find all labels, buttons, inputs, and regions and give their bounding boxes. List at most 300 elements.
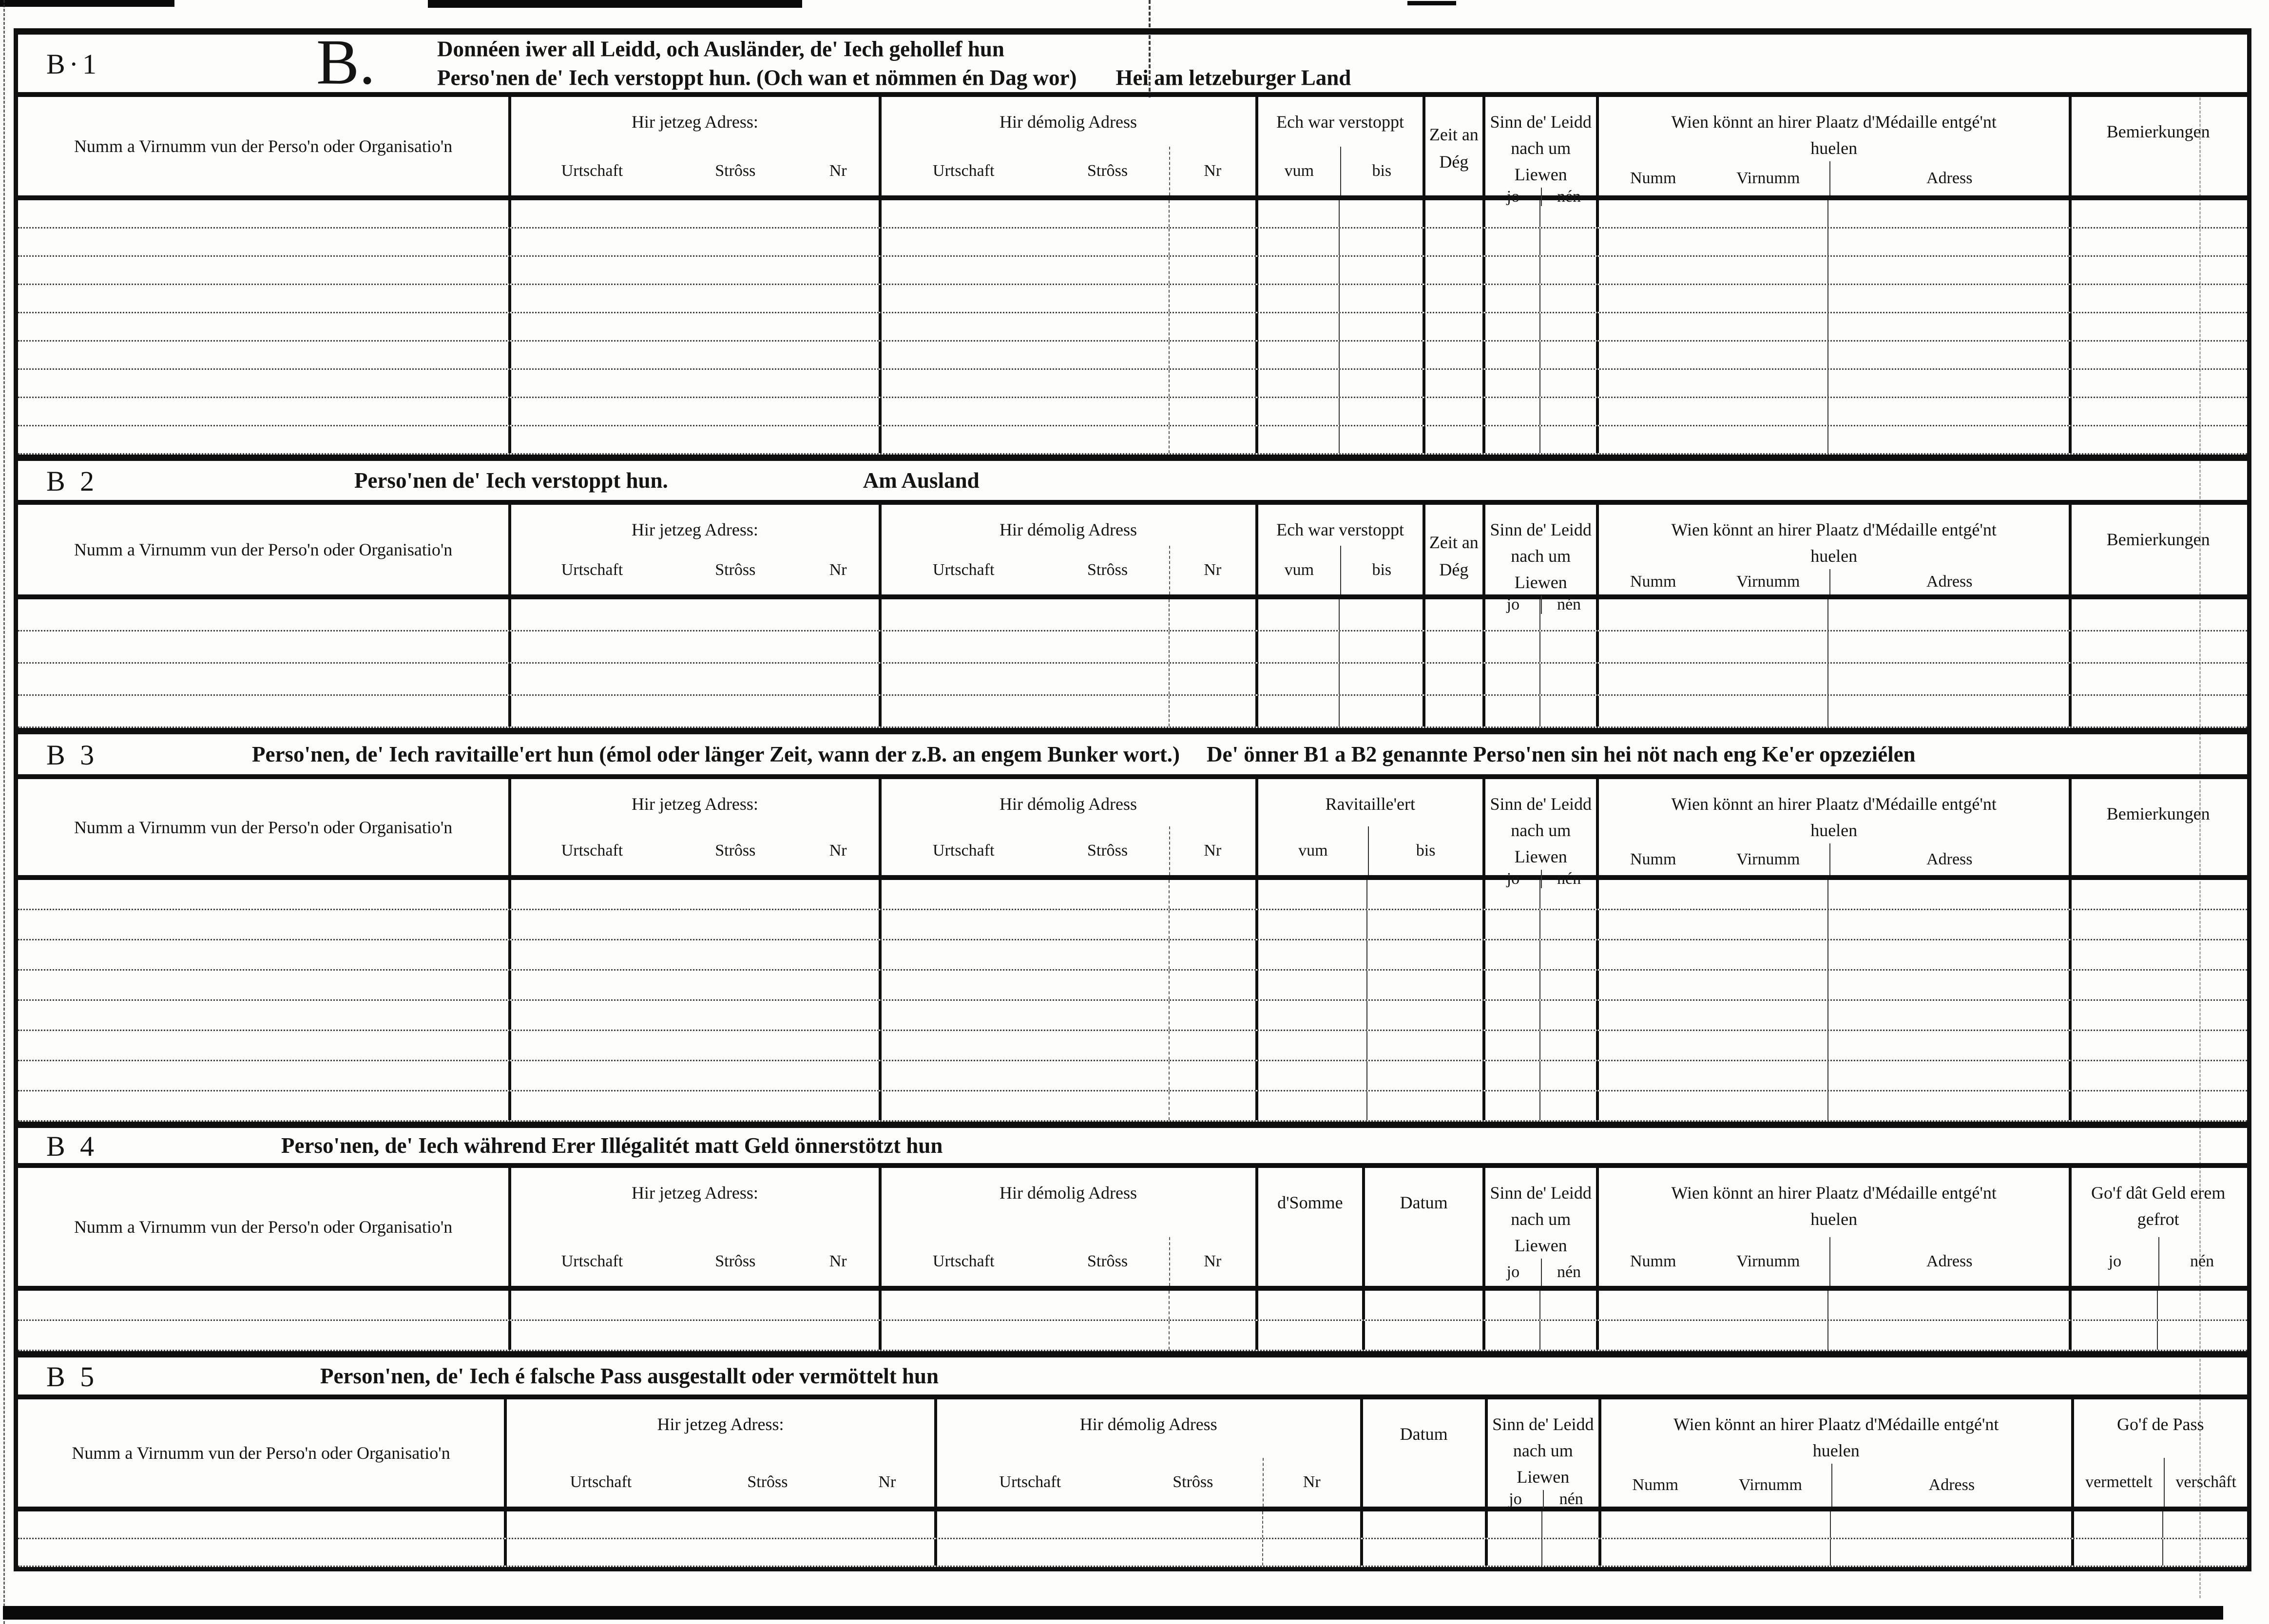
entry-cell[interactable] [18, 1291, 508, 1319]
entry-cell[interactable] [1705, 631, 1827, 662]
entry-cell[interactable] [508, 229, 671, 255]
entry-cell[interactable] [1596, 910, 1705, 939]
entry-cell[interactable] [1169, 940, 1255, 969]
entry-cell[interactable] [504, 1539, 693, 1566]
entry-cell[interactable] [797, 398, 879, 425]
entry-cell[interactable] [18, 880, 508, 909]
entry-cell[interactable] [671, 398, 797, 425]
entry-cell[interactable] [2157, 1321, 2245, 1350]
entry-cell[interactable] [1705, 200, 1827, 227]
entry-cell[interactable] [671, 1061, 797, 1090]
entry-cell[interactable] [508, 398, 671, 425]
entry-cell[interactable] [671, 971, 797, 999]
entry-cell[interactable] [879, 971, 1044, 999]
entry-cell[interactable] [1044, 398, 1169, 425]
entry-cell[interactable] [671, 599, 797, 630]
entry-cell[interactable] [2069, 664, 2245, 694]
entry-cell[interactable] [1705, 910, 1827, 939]
entry-cell[interactable] [18, 1001, 508, 1030]
entry-cell[interactable] [508, 200, 671, 227]
entry-cell[interactable] [1705, 342, 1827, 368]
entry-cell[interactable] [1539, 313, 1596, 340]
entry-cell[interactable] [1339, 599, 1423, 630]
entry-cell[interactable] [2069, 696, 2245, 726]
entry-cell[interactable] [2069, 313, 2245, 340]
entry-cell[interactable] [879, 313, 1044, 340]
entry-cell[interactable] [1482, 426, 1539, 453]
entry-cell[interactable] [1707, 1539, 1830, 1566]
entry-cell[interactable] [1482, 971, 1539, 999]
entry-cell[interactable] [1539, 398, 1596, 425]
entry-cell[interactable] [1482, 696, 1539, 726]
entry-cell[interactable] [1539, 696, 1596, 726]
entry-cell[interactable] [1255, 370, 1339, 397]
entry-cell[interactable] [1044, 257, 1169, 284]
entry-cell[interactable] [1705, 1061, 1827, 1090]
entry-cell[interactable] [18, 599, 508, 630]
entry-cell[interactable] [1705, 370, 1827, 397]
entry-cell[interactable] [1169, 599, 1255, 630]
entry-cell[interactable] [1596, 696, 1705, 726]
entry-cell[interactable] [1596, 257, 1705, 284]
entry-cell[interactable] [671, 910, 797, 939]
entry-cell[interactable] [797, 1031, 879, 1060]
entry-cell[interactable] [1044, 200, 1169, 227]
entry-cell[interactable] [1827, 1321, 2069, 1350]
entry-cell[interactable] [1121, 1539, 1262, 1566]
entry-cell[interactable] [1482, 1061, 1539, 1090]
entry-cell[interactable] [1539, 1091, 1596, 1120]
entry-cell[interactable] [797, 1321, 879, 1350]
entry-cell[interactable] [1169, 631, 1255, 662]
entry-cell[interactable] [1121, 1511, 1262, 1538]
entry-cell[interactable] [1482, 1091, 1539, 1120]
entry-cell[interactable] [879, 1291, 1044, 1319]
entry-cell[interactable] [1705, 880, 1827, 909]
entry-cell[interactable] [1044, 370, 1169, 397]
entry-cell[interactable] [1339, 398, 1423, 425]
entry-cell[interactable] [1482, 229, 1539, 255]
entry-cell[interactable] [508, 370, 671, 397]
entry-cell[interactable] [1705, 313, 1827, 340]
entry-cell[interactable] [1423, 313, 1482, 340]
entry-cell[interactable] [1044, 1061, 1169, 1090]
entry-cell[interactable] [1423, 257, 1482, 284]
entry-cell[interactable] [1539, 1291, 1596, 1319]
entry-cell[interactable] [879, 257, 1044, 284]
entry-cell[interactable] [797, 285, 879, 312]
entry-cell[interactable] [1339, 426, 1423, 453]
entry-cell[interactable] [797, 1061, 879, 1090]
entry-cell[interactable] [1705, 1001, 1827, 1030]
entry-cell[interactable] [508, 696, 671, 726]
entry-cell[interactable] [1339, 370, 1423, 397]
entry-cell[interactable] [879, 426, 1044, 453]
entry-cell[interactable] [840, 1539, 934, 1566]
entry-cell[interactable] [879, 696, 1044, 726]
entry-cell[interactable] [18, 1539, 504, 1566]
entry-cell[interactable] [1539, 1061, 1596, 1090]
entry-cell[interactable] [1596, 426, 1705, 453]
entry-cell[interactable] [2162, 1511, 2247, 1538]
entry-cell[interactable] [1255, 398, 1339, 425]
entry-cell[interactable] [1705, 257, 1827, 284]
entry-cell[interactable] [2071, 1539, 2163, 1566]
entry-cell[interactable] [1169, 880, 1255, 909]
entry-cell[interactable] [1255, 426, 1339, 453]
entry-cell[interactable] [18, 285, 508, 312]
entry-cell[interactable] [1255, 257, 1339, 284]
entry-cell[interactable] [1485, 1539, 1542, 1566]
entry-cell[interactable] [508, 910, 671, 939]
entry-cell[interactable] [797, 971, 879, 999]
entry-cell[interactable] [1705, 971, 1827, 999]
entry-cell[interactable] [1423, 285, 1482, 312]
entry-cell[interactable] [1596, 940, 1705, 969]
entry-cell[interactable] [1255, 313, 1339, 340]
entry-cell[interactable] [1255, 1091, 1367, 1120]
entry-cell[interactable] [2069, 1321, 2157, 1350]
entry-cell[interactable] [1044, 285, 1169, 312]
entry-cell[interactable] [1169, 370, 1255, 397]
entry-cell[interactable] [1423, 696, 1482, 726]
entry-cell[interactable] [1827, 880, 2069, 909]
entry-cell[interactable] [1596, 285, 1705, 312]
entry-cell[interactable] [671, 313, 797, 340]
entry-cell[interactable] [1423, 229, 1482, 255]
entry-cell[interactable] [879, 200, 1044, 227]
entry-cell[interactable] [18, 1061, 508, 1090]
entry-cell[interactable] [1539, 1001, 1596, 1030]
entry-cell[interactable] [671, 664, 797, 694]
entry-cell[interactable] [1339, 342, 1423, 368]
entry-cell[interactable] [1827, 696, 2069, 726]
entry-cell[interactable] [1596, 631, 1705, 662]
entry-cell[interactable] [934, 1539, 1121, 1566]
entry-cell[interactable] [1827, 940, 2069, 969]
entry-cell[interactable] [2069, 1091, 2245, 1120]
entry-cell[interactable] [671, 880, 797, 909]
entry-cell[interactable] [1255, 971, 1367, 999]
entry-cell[interactable] [879, 880, 1044, 909]
entry-cell[interactable] [1044, 940, 1169, 969]
entry-cell[interactable] [2069, 285, 2245, 312]
entry-cell[interactable] [1044, 971, 1169, 999]
entry-cell[interactable] [2069, 910, 2245, 939]
entry-cell[interactable] [2069, 398, 2245, 425]
entry-cell[interactable] [1482, 664, 1539, 694]
entry-cell[interactable] [1255, 1001, 1367, 1030]
entry-cell[interactable] [1423, 200, 1482, 227]
entry-cell[interactable] [1596, 342, 1705, 368]
entry-cell[interactable] [797, 200, 879, 227]
entry-cell[interactable] [1596, 313, 1705, 340]
entry-cell[interactable] [2071, 1511, 2163, 1538]
entry-cell[interactable] [797, 910, 879, 939]
entry-cell[interactable] [1044, 631, 1169, 662]
entry-cell[interactable] [1705, 940, 1827, 969]
entry-cell[interactable] [1366, 880, 1482, 909]
entry-cell[interactable] [671, 257, 797, 284]
entry-cell[interactable] [508, 257, 671, 284]
entry-cell[interactable] [797, 631, 879, 662]
entry-cell[interactable] [1255, 631, 1339, 662]
entry-cell[interactable] [1827, 1001, 2069, 1030]
entry-cell[interactable] [1044, 696, 1169, 726]
entry-cell[interactable] [1339, 285, 1423, 312]
entry-cell[interactable] [1360, 1511, 1485, 1538]
entry-cell[interactable] [1539, 940, 1596, 969]
entry-cell[interactable] [1423, 631, 1482, 662]
entry-cell[interactable] [1366, 940, 1482, 969]
entry-cell[interactable] [1827, 398, 2069, 425]
entry-cell[interactable] [879, 631, 1044, 662]
entry-cell[interactable] [508, 342, 671, 368]
entry-cell[interactable] [1482, 1001, 1539, 1030]
entry-cell[interactable] [1169, 398, 1255, 425]
entry-cell[interactable] [671, 631, 797, 662]
entry-cell[interactable] [1482, 398, 1539, 425]
entry-cell[interactable] [671, 1291, 797, 1319]
entry-cell[interactable] [1044, 1291, 1169, 1319]
entry-cell[interactable] [18, 940, 508, 969]
entry-cell[interactable] [1705, 229, 1827, 255]
entry-cell[interactable] [671, 696, 797, 726]
entry-cell[interactable] [1485, 1511, 1542, 1538]
entry-cell[interactable] [1255, 1291, 1363, 1319]
entry-cell[interactable] [1044, 1001, 1169, 1030]
entry-cell[interactable] [1539, 1031, 1596, 1060]
entry-cell[interactable] [1169, 696, 1255, 726]
entry-cell[interactable] [2069, 229, 2245, 255]
entry-cell[interactable] [879, 229, 1044, 255]
entry-cell[interactable] [1827, 1061, 2069, 1090]
entry-cell[interactable] [1339, 696, 1423, 726]
entry-cell[interactable] [508, 880, 671, 909]
entry-cell[interactable] [1705, 696, 1827, 726]
entry-cell[interactable] [1255, 229, 1339, 255]
entry-cell[interactable] [797, 426, 879, 453]
entry-cell[interactable] [671, 229, 797, 255]
entry-cell[interactable] [2069, 940, 2245, 969]
entry-cell[interactable] [1596, 880, 1705, 909]
entry-cell[interactable] [1482, 940, 1539, 969]
entry-cell[interactable] [797, 342, 879, 368]
entry-cell[interactable] [504, 1511, 693, 1538]
entry-cell[interactable] [2157, 1291, 2245, 1319]
entry-cell[interactable] [2069, 880, 2245, 909]
entry-cell[interactable] [18, 313, 508, 340]
entry-cell[interactable] [1044, 599, 1169, 630]
entry-cell[interactable] [1482, 370, 1539, 397]
entry-cell[interactable] [1827, 257, 2069, 284]
entry-cell[interactable] [18, 971, 508, 999]
entry-cell[interactable] [671, 1031, 797, 1060]
entry-cell[interactable] [1362, 1321, 1482, 1350]
entry-cell[interactable] [1827, 285, 2069, 312]
entry-cell[interactable] [2069, 342, 2245, 368]
entry-cell[interactable] [2069, 599, 2245, 630]
entry-cell[interactable] [1541, 1539, 1598, 1566]
entry-cell[interactable] [1423, 370, 1482, 397]
entry-cell[interactable] [1339, 664, 1423, 694]
entry-cell[interactable] [1707, 1511, 1830, 1538]
entry-cell[interactable] [879, 1321, 1044, 1350]
entry-cell[interactable] [1596, 1061, 1705, 1090]
entry-cell[interactable] [508, 1091, 671, 1120]
entry-cell[interactable] [2069, 971, 2245, 999]
entry-cell[interactable] [1539, 229, 1596, 255]
entry-cell[interactable] [1827, 426, 2069, 453]
entry-cell[interactable] [2069, 1291, 2157, 1319]
entry-cell[interactable] [1482, 313, 1539, 340]
entry-cell[interactable] [1705, 1321, 1827, 1350]
entry-cell[interactable] [1539, 426, 1596, 453]
entry-cell[interactable] [1044, 342, 1169, 368]
entry-cell[interactable] [1539, 664, 1596, 694]
entry-cell[interactable] [1255, 880, 1367, 909]
entry-cell[interactable] [1827, 313, 2069, 340]
entry-cell[interactable] [797, 940, 879, 969]
entry-cell[interactable] [508, 313, 671, 340]
entry-cell[interactable] [1705, 1291, 1827, 1319]
entry-cell[interactable] [879, 910, 1044, 939]
entry-cell[interactable] [1827, 229, 2069, 255]
entry-cell[interactable] [508, 1291, 671, 1319]
entry-cell[interactable] [18, 631, 508, 662]
entry-cell[interactable] [1169, 1321, 1255, 1350]
entry-cell[interactable] [1827, 1091, 2069, 1120]
entry-cell[interactable] [1169, 664, 1255, 694]
entry-cell[interactable] [1596, 1291, 1705, 1319]
entry-cell[interactable] [508, 1061, 671, 1090]
entry-cell[interactable] [1044, 910, 1169, 939]
entry-cell[interactable] [508, 664, 671, 694]
entry-cell[interactable] [1705, 1091, 1827, 1120]
entry-cell[interactable] [18, 910, 508, 939]
entry-cell[interactable] [1339, 631, 1423, 662]
entry-cell[interactable] [840, 1511, 934, 1538]
entry-cell[interactable] [508, 1321, 671, 1350]
entry-cell[interactable] [1539, 257, 1596, 284]
entry-cell[interactable] [1827, 1031, 2069, 1060]
entry-cell[interactable] [2069, 1001, 2245, 1030]
entry-cell[interactable] [1366, 910, 1482, 939]
entry-cell[interactable] [879, 1031, 1044, 1060]
entry-cell[interactable] [797, 599, 879, 630]
entry-cell[interactable] [671, 285, 797, 312]
entry-cell[interactable] [693, 1511, 840, 1538]
entry-cell[interactable] [508, 426, 671, 453]
entry-cell[interactable] [1827, 342, 2069, 368]
entry-cell[interactable] [671, 200, 797, 227]
entry-cell[interactable] [1705, 398, 1827, 425]
entry-cell[interactable] [1423, 342, 1482, 368]
entry-cell[interactable] [1539, 1321, 1596, 1350]
entry-cell[interactable] [1169, 971, 1255, 999]
entry-cell[interactable] [2162, 1539, 2247, 1566]
entry-cell[interactable] [1705, 599, 1827, 630]
entry-cell[interactable] [1596, 229, 1705, 255]
entry-cell[interactable] [1482, 342, 1539, 368]
entry-cell[interactable] [797, 664, 879, 694]
entry-cell[interactable] [18, 1321, 508, 1350]
entry-cell[interactable] [1169, 1061, 1255, 1090]
entry-cell[interactable] [1423, 599, 1482, 630]
entry-cell[interactable] [18, 1091, 508, 1120]
entry-cell[interactable] [934, 1511, 1121, 1538]
entry-cell[interactable] [1169, 257, 1255, 284]
entry-cell[interactable] [1169, 229, 1255, 255]
entry-cell[interactable] [1044, 880, 1169, 909]
entry-cell[interactable] [1539, 631, 1596, 662]
entry-cell[interactable] [671, 426, 797, 453]
entry-cell[interactable] [1596, 200, 1705, 227]
entry-cell[interactable] [1366, 1091, 1482, 1120]
entry-cell[interactable] [1482, 1291, 1539, 1319]
entry-cell[interactable] [1044, 313, 1169, 340]
entry-cell[interactable] [1339, 200, 1423, 227]
entry-cell[interactable] [18, 257, 508, 284]
entry-cell[interactable] [879, 1091, 1044, 1120]
entry-cell[interactable] [1044, 229, 1169, 255]
entry-cell[interactable] [1255, 285, 1339, 312]
entry-cell[interactable] [1830, 1539, 2071, 1566]
entry-cell[interactable] [797, 1291, 879, 1319]
entry-cell[interactable] [18, 1511, 504, 1538]
entry-cell[interactable] [1044, 664, 1169, 694]
entry-cell[interactable] [508, 971, 671, 999]
entry-cell[interactable] [1339, 313, 1423, 340]
entry-cell[interactable] [879, 285, 1044, 312]
entry-cell[interactable] [797, 257, 879, 284]
entry-cell[interactable] [1541, 1511, 1598, 1538]
entry-cell[interactable] [508, 1001, 671, 1030]
entry-cell[interactable] [1366, 1031, 1482, 1060]
entry-cell[interactable] [1596, 398, 1705, 425]
entry-cell[interactable] [18, 200, 508, 227]
entry-cell[interactable] [1596, 971, 1705, 999]
entry-cell[interactable] [879, 342, 1044, 368]
entry-cell[interactable] [1539, 285, 1596, 312]
entry-cell[interactable] [1339, 229, 1423, 255]
entry-cell[interactable] [1827, 200, 2069, 227]
entry-cell[interactable] [1169, 200, 1255, 227]
entry-cell[interactable] [1827, 1291, 2069, 1319]
entry-cell[interactable] [1539, 971, 1596, 999]
entry-cell[interactable] [671, 1321, 797, 1350]
entry-cell[interactable] [1169, 910, 1255, 939]
entry-cell[interactable] [671, 342, 797, 368]
entry-cell[interactable] [2069, 200, 2245, 227]
entry-cell[interactable] [1482, 631, 1539, 662]
entry-cell[interactable] [671, 1001, 797, 1030]
entry-cell[interactable] [1705, 426, 1827, 453]
entry-cell[interactable] [1044, 1091, 1169, 1120]
entry-cell[interactable] [18, 426, 508, 453]
entry-cell[interactable] [1596, 599, 1705, 630]
entry-cell[interactable] [2069, 631, 2245, 662]
entry-cell[interactable] [1423, 398, 1482, 425]
entry-cell[interactable] [1255, 342, 1339, 368]
entry-cell[interactable] [1169, 1291, 1255, 1319]
entry-cell[interactable] [671, 1091, 797, 1120]
entry-cell[interactable] [1705, 664, 1827, 694]
entry-cell[interactable] [1827, 664, 2069, 694]
entry-cell[interactable] [1482, 1321, 1539, 1350]
entry-cell[interactable] [1827, 599, 2069, 630]
entry-cell[interactable] [1598, 1511, 1707, 1538]
